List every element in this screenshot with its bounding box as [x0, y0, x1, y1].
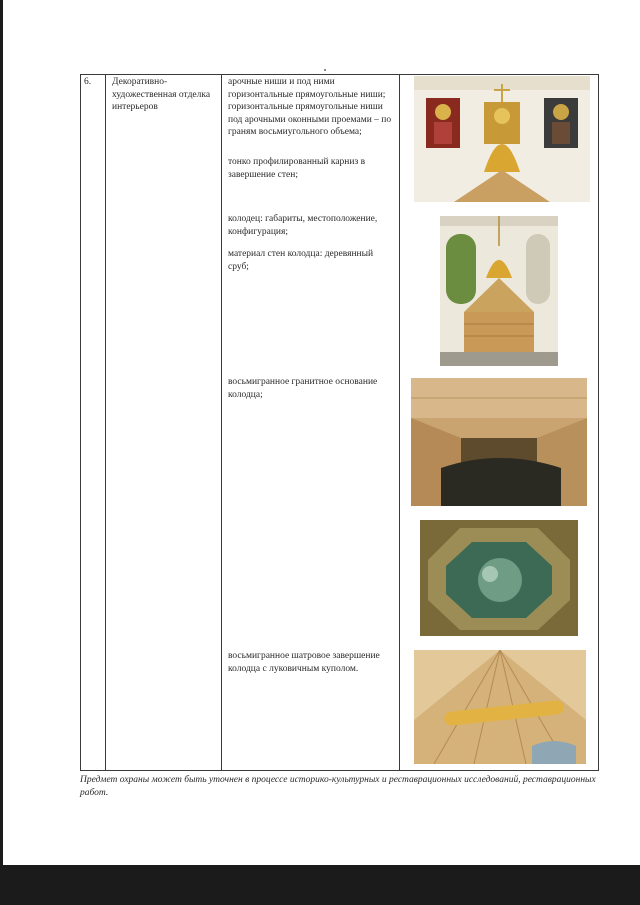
scan-speck	[324, 69, 326, 71]
table-col-divider-1	[105, 74, 106, 771]
photo-interior-icons	[414, 76, 590, 202]
feature-item-1: арочные ниши и под ними горизонтальные прямоугольные ниши; горизонтальные прямоугольные ниши под арочными оконными проемами – по граням восьмиугольного объема;	[228, 77, 392, 137]
table-border-right	[598, 74, 599, 771]
table-border-bottom	[80, 770, 599, 771]
category-cell: Декоративно-художественная отделка интерьеров	[112, 77, 211, 112]
feature-item-5: восьмигранное гранитное основание колодца;	[228, 377, 378, 400]
photo-well-pavilion	[440, 216, 558, 366]
table-border-top	[80, 74, 599, 75]
table-col-divider-3	[399, 74, 400, 771]
row-number: 6.	[84, 77, 92, 87]
scan-edge-bottom	[0, 865, 640, 905]
scan-edge-left	[0, 0, 3, 905]
table-col-divider-2	[221, 74, 222, 771]
footnote: Предмет охраны может быть уточнен в процессе историко-культурных и реставрационных исследований, реставрационных работ.	[80, 775, 596, 798]
feature-item-6: восьмигранное шатровое завершение колодца с луковичным куполом.	[228, 651, 380, 674]
feature-item-2: тонко профилированный карниз в завершение стен;	[228, 157, 366, 180]
feature-item-4: материал стен колодца: деревянный сруб;	[228, 249, 374, 272]
photo-well-water	[420, 520, 578, 636]
photo-tent-roof	[414, 650, 586, 764]
feature-item-3: колодец: габариты, местоположение, конфигурация;	[228, 214, 378, 237]
table-border-left	[80, 74, 81, 771]
photo-well-shaft	[411, 378, 587, 506]
